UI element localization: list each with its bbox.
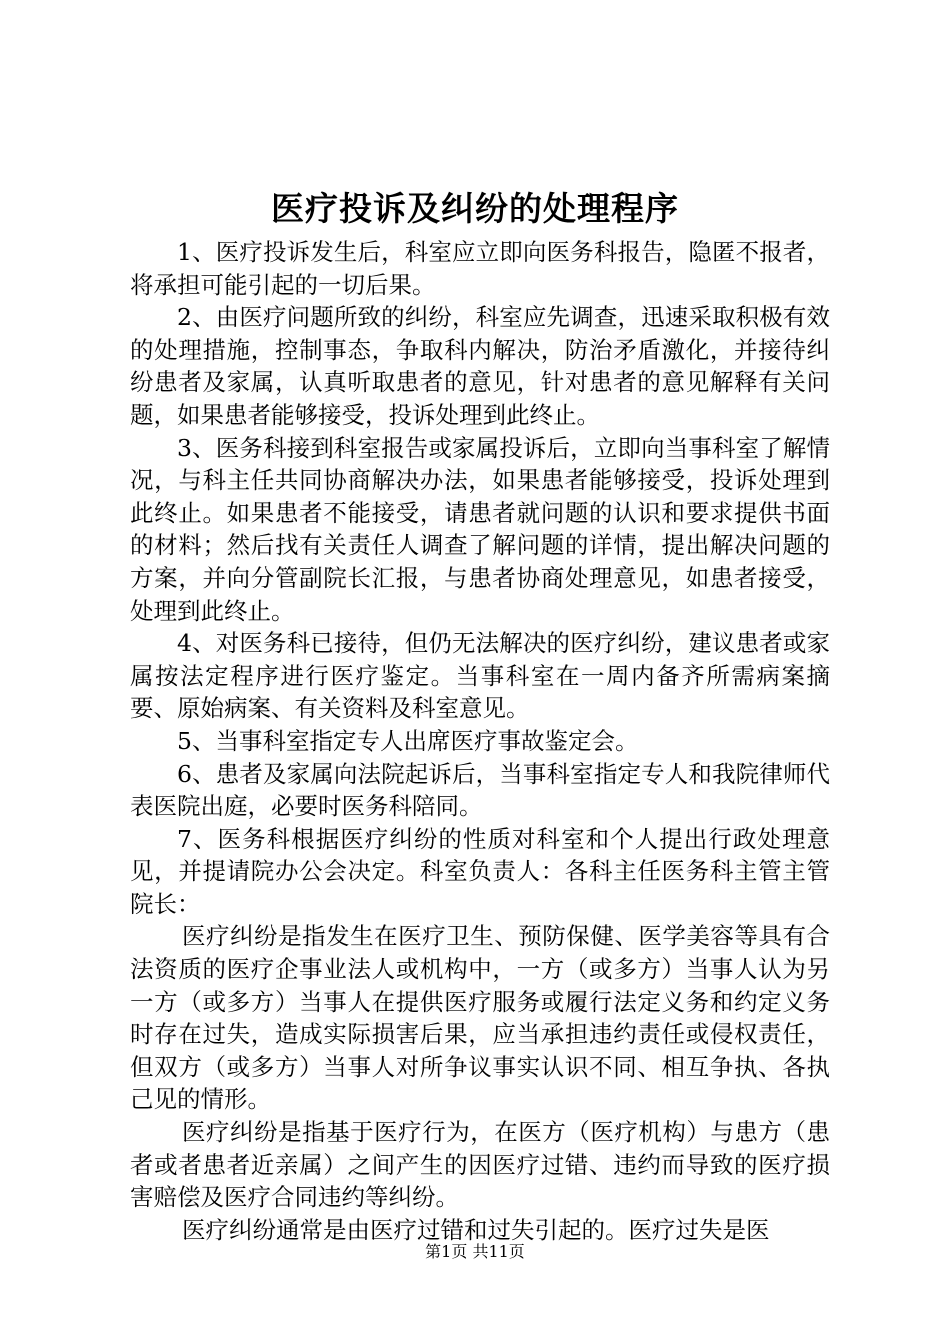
paragraph-4: 4、对医务科已接待，但仍无法解决的医疗纠纷，建议患者或家属按法定程序进行医疗鉴定。当事科室在一周内备齐所需病案摘要、原始病案、有关资料及科室意见。 [130,629,830,723]
paragraph-10: 医疗纠纷通常是由医疗过错和过失引起的。医疗过失是医 [182,1215,770,1244]
document-title: 医疗投诉及纠纷的处理程序 [271,189,679,228]
paragraph-1: 1、医疗投诉发生后，科室应立即向医务科报告，隐匿不报者，将承担可能引起的一切后果。 [130,238,830,299]
paragraph-5: 5、当事科室指定专人出席医疗事故鉴定会。 [177,726,639,755]
paragraph-6: 6、患者及家属向法院起诉后，当事科室指定专人和我院律师代表医院出庭，必要时医务科陪同。 [130,759,830,821]
page-footer: 第1页 共11页 [425,1242,525,1261]
paragraph-7: 7、医务科根据医疗纠纷的性质对科室和个人提出行政处理意见，并提请院办公会决定。科室负责人：各科主任医务科主管主管院长： [130,824,830,918]
paragraph-3: 3、医务科接到科室报告或家属投诉后，立即向当事科室了解情况，与科主任共同协商解决办法，如果患者能够接受，投诉处理到此终止。如果患者不能接受，请患者就问题的认识和要求提供书面的材料；然后找有关责任人调查了解问题的详情，提出解决问题的方案，并向分管副院长汇报，与患者协商处理意见，如患者接受，处理到此终止。 [130,433,830,625]
paragraph-9: 医疗纠纷是指基于医疗行为，在医方（医疗机构）与患方（患者或者患者近亲属）之间产生的因医疗过错、违约而导致的医疗损害赔偿及医疗合同违约等纠纷。 [130,1118,830,1212]
paragraph-2: 2、由医疗问题所致的纠纷，科室应先调查，迅速采取积极有效的处理措施，控制事态，争取科内解决，防治矛盾激化，并接待纠纷患者及家属，认真听取患者的意见，针对患者的意见解释有关问题，如果患者能够接受，投诉处理到此终止。 [130,303,830,429]
document-body [130,236,830,1246]
paragraph-8: 医疗纠纷是指发生在医疗卫生、预防保健、医学美容等具有合法资质的医疗企事业法人或机构中，一方（或多方）当事人认为另一方（或多方）当事人在提供医疗服务或履行法定义务和约定义务时存在过失，造成实际损害后果，应当承担违约责任或侵权责任，但双方（或多方）当事人对所争议事实认识不同、相互争执、各执己见的情形。 [130,922,830,1114]
